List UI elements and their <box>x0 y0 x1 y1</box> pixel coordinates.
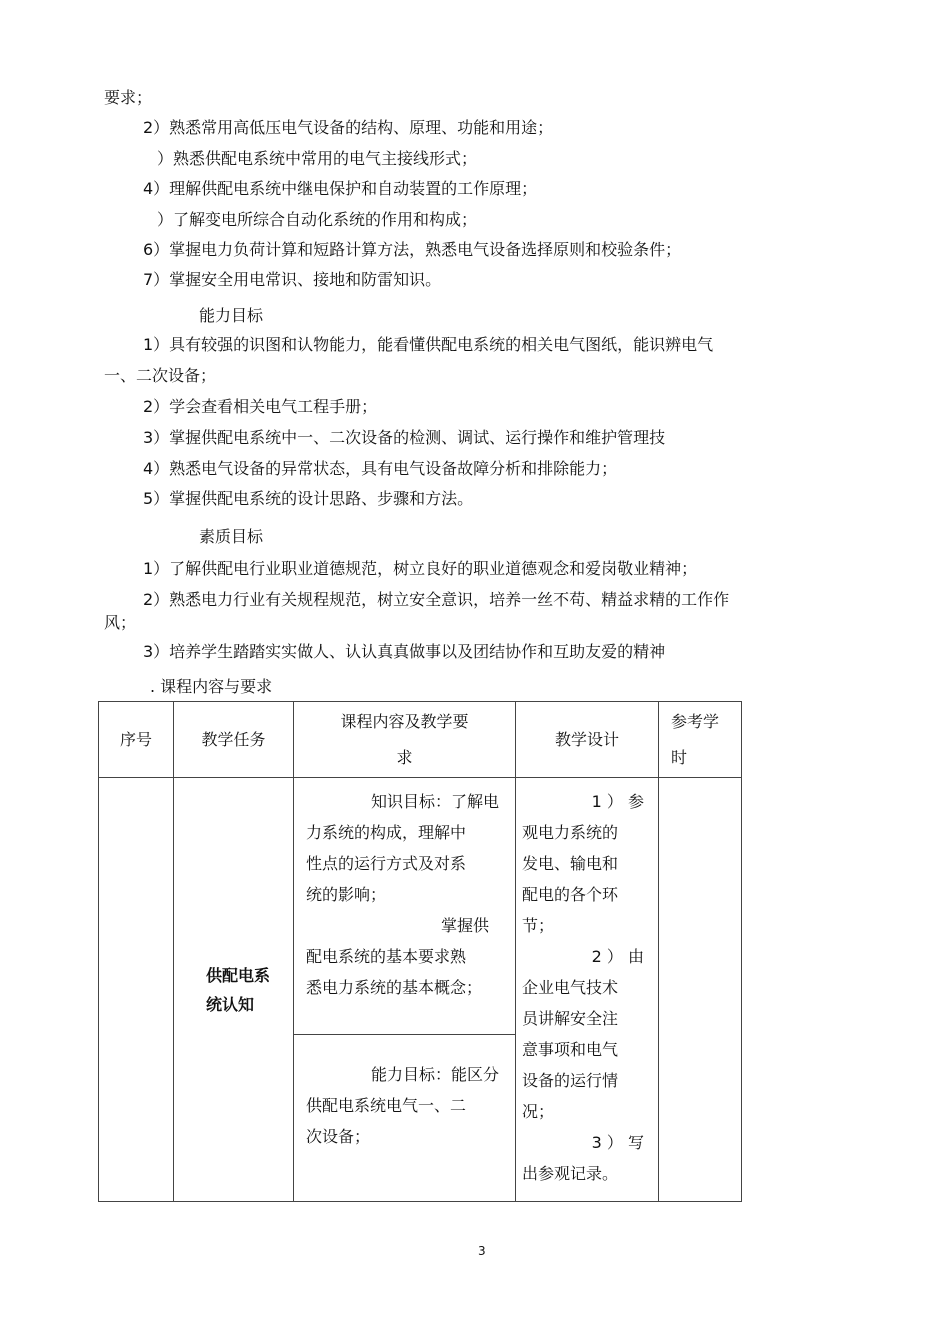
text-line: 一、二次设备； <box>104 366 217 385</box>
section-heading: 素质目标 <box>199 527 264 546</box>
text-line: 要求； <box>104 88 153 107</box>
text-line: 性点的运行方式及对系 <box>306 854 467 873</box>
cell-hours <box>659 778 742 1202</box>
text-line: 知识目标：了解电 <box>370 792 499 811</box>
text-line: 设备的运行情 <box>522 1071 619 1090</box>
text-line: 6）掌握电力负荷计算和短路计算方法，熟悉电气设备选择原则和校验条件； <box>143 240 682 259</box>
text-line: 节； <box>522 916 555 935</box>
header-no: 序号 <box>99 702 174 778</box>
text-line: 能力目标：能区分 <box>370 1065 499 1084</box>
cell-no <box>99 778 174 1202</box>
text-line: 企业电气技术 <box>522 978 619 997</box>
text-line: 况； <box>522 1102 555 1121</box>
text-line: 配电的各个环 <box>522 885 619 904</box>
text-line: 5）掌握供配电系统的设计思路、步骤和方法。 <box>143 489 474 508</box>
text-line: 统的影响； <box>306 885 387 904</box>
text-line: 出参观记录。 <box>522 1164 619 1183</box>
text-line: 配电系统的基本要求熟 <box>306 947 467 966</box>
table-row <box>99 778 742 1035</box>
cell-task <box>174 778 294 1202</box>
text-line: ）熟悉供配电系统中常用的电气主接线形式； <box>157 149 478 168</box>
text-line: 2 ） 由 <box>591 947 644 966</box>
text-line: 力系统的构成，理解中 <box>306 823 467 842</box>
header-hours <box>659 702 742 778</box>
section-heading: 能力目标 <box>199 306 264 325</box>
text-line: 4）熟悉电气设备的异常状态，具有电气设备故障分析和排除能力； <box>143 459 618 478</box>
header-hours-line2: 时 <box>671 747 688 767</box>
text-line: 供配电系统电气一、二 <box>306 1096 467 1115</box>
text-line: 发电、输电和 <box>522 854 619 873</box>
cell-teaching-design <box>516 778 659 1202</box>
text-line: 2）学会查看相关电气工程手册； <box>143 397 378 416</box>
text-line: ）了解变电所综合自动化系统的作用和构成； <box>157 210 478 229</box>
text-line: 员讲解安全注 <box>522 1009 619 1028</box>
header-content-line2: 求 <box>396 747 413 767</box>
course-content-table <box>98 701 742 1202</box>
text-line: 2）熟悉常用高低压电气设备的结构、原理、功能和用途； <box>143 118 554 137</box>
cell-knowledge-goal <box>294 778 516 1035</box>
text-line: 悉电力系统的基本概念； <box>306 978 483 997</box>
text-line: 风； <box>104 613 137 632</box>
header-content-line1: 课程内容及教学要 <box>340 711 469 731</box>
text-line: 意事项和电气 <box>522 1040 619 1059</box>
table-caption: . 课程内容与要求 <box>150 677 273 696</box>
text-line: 观电力系统的 <box>522 823 619 842</box>
text-line: 3）培养学生踏踏实实做人、认认真真做事以及团结协作和互助友爱的精神 <box>143 642 666 661</box>
cell-ability-goal <box>294 1035 516 1202</box>
text-line: 1）了解供配电行业职业道德规范，树立良好的职业道德观念和爱岗敬业精神； <box>143 559 698 578</box>
cell-task-line2: 统认知 <box>206 994 255 1014</box>
cell-task-line1: 供配电系 <box>206 965 271 985</box>
text-line: 4）理解供配电系统中继电保护和自动装置的工作原理； <box>143 179 538 198</box>
text-line: 1 ） 参 <box>591 792 644 811</box>
header-hours-line1: 参考学 <box>671 711 720 731</box>
text-line: 次设备； <box>306 1127 371 1146</box>
text-line: 掌握供 <box>440 916 489 935</box>
text-line: 3 ） 写 <box>591 1133 644 1152</box>
text-line: 3）掌握供配电系统中一、二次设备的检测、调试、运行操作和维护管理技 <box>143 428 666 447</box>
text-line: 7）掌握安全用电常识、接地和防雷知识。 <box>143 270 442 289</box>
text-line: 2）熟悉电力行业有关规程规范，树立安全意识，培养一丝不苟、精益求精的工作作 <box>143 590 730 609</box>
header-content <box>294 702 516 778</box>
page-number: 3 <box>478 1244 486 1258</box>
header-design: 教学设计 <box>516 702 659 778</box>
header-task: 教学任务 <box>174 702 294 778</box>
table-header-row <box>99 702 742 778</box>
text-line: 1）具有较强的识图和认物能力，能看懂供配电系统的相关电气图纸，能识辨电气 <box>143 335 714 354</box>
